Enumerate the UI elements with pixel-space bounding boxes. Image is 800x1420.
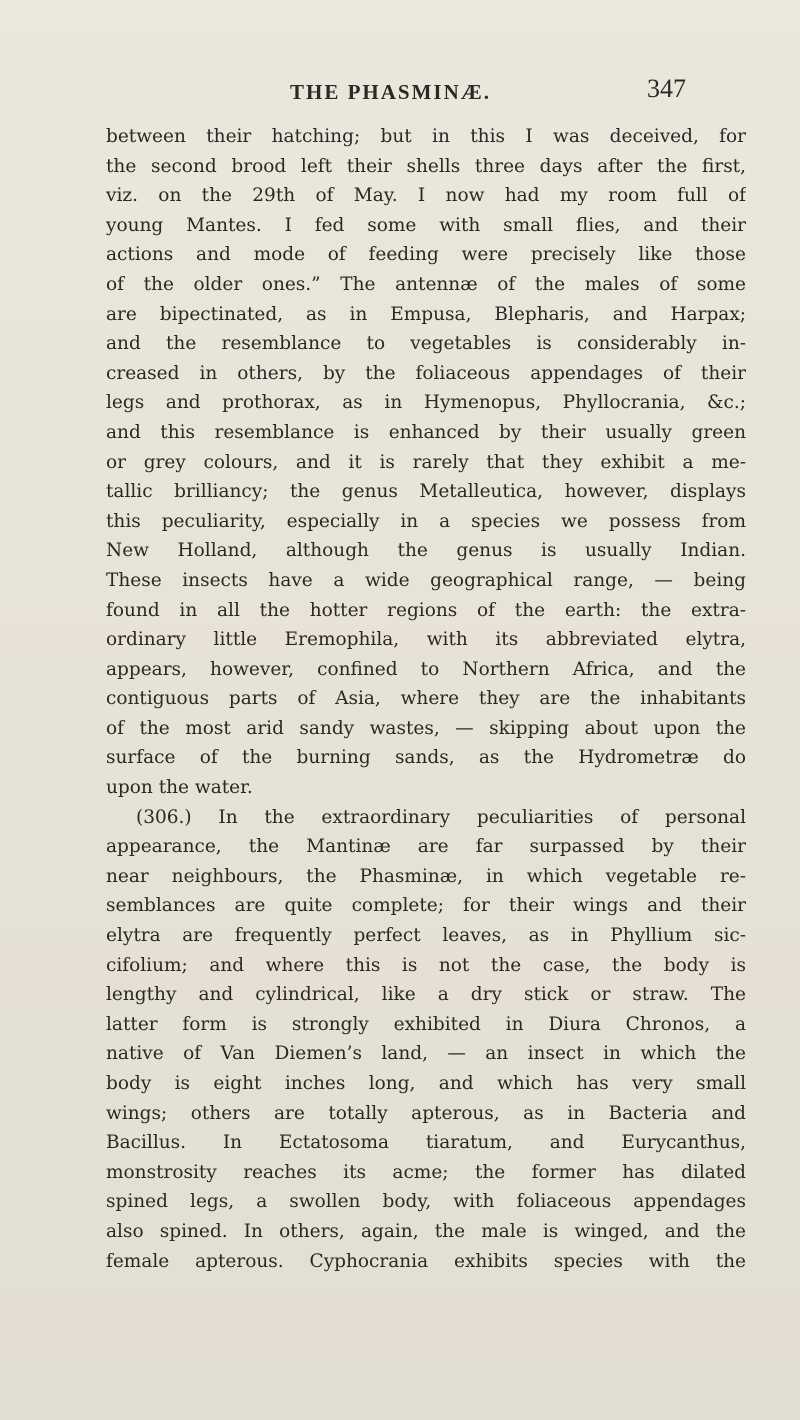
text-line: this peculiarity, especially in a species we possess from	[106, 510, 746, 532]
text-line: monstrosity reaches its acme; the former has dilated	[106, 1161, 746, 1183]
text-line: appears, however, confined to Northern Africa, and the	[106, 658, 746, 680]
text-line: of the most arid sandy wastes, — skipping about upon the	[106, 717, 746, 739]
text-line: and this resemblance is enhanced by their usually green	[106, 421, 746, 443]
text-line: semblances are quite complete; for their wings and their	[106, 895, 746, 917]
paragraph-start-line: (306.) In the extraordinary peculiarities of personal	[136, 806, 746, 828]
text-line: near neighbours, the Phasminæ, in which vegetable re-	[106, 865, 746, 887]
text-line: also spined. In others, again, the male is winged, and the	[106, 1220, 746, 1242]
page-number: 347	[647, 74, 686, 103]
text-line: of the older ones.” The antennæ of the males of some	[106, 273, 746, 295]
text-line: wings; others are totally apterous, as in Bacteria and	[106, 1102, 746, 1124]
text-line: young Mantes. I fed some with small flies, and their	[106, 214, 746, 236]
running-title: THE PHASMINÆ.	[290, 80, 492, 104]
text-line: viz. on the 29th of May. I now had my room full of	[106, 185, 746, 207]
text-line: upon the water.	[106, 777, 253, 799]
text-line: surface of the burning sands, as the Hydrometræ do	[106, 747, 746, 769]
text-line: and the resemblance to vegetables is considerably in-	[106, 333, 746, 355]
text-line: native of Van Diemen’s land, — an insect in which the	[106, 1043, 746, 1065]
text-line: legs and prothorax, as in Hymenopus, Phyllocrania, &c.;	[106, 392, 746, 414]
text-line: found in all the hotter regions of the earth: the extra-	[106, 599, 746, 621]
text-line: body is eight inches long, and which has very small	[106, 1073, 746, 1094]
text-line: appearance, the Mantinæ are far surpassed by their	[106, 836, 746, 858]
text-line: Bacillus. In Ectatosoma tiaratum, and Eurycanthus,	[106, 1132, 746, 1154]
text-line: New Holland, although the genus is usually Indian.	[106, 540, 746, 562]
text-line: cifolium; and where this is not the case, the body is	[106, 954, 746, 976]
text-line: elytra are frequently perfect leaves, as in Phyllium sic-	[106, 925, 746, 947]
text-line: lengthy and cylindrical, like a dry stick or straw. The	[106, 984, 746, 1006]
text-line: female apterous. Cyphocrania exhibits species with the	[106, 1250, 746, 1272]
text-line: are bipectinated, as in Empusa, Blepharis, and Harpax;	[106, 303, 746, 325]
text-line: latter form is strongly exhibited in Diura Chronos, a	[106, 1013, 746, 1035]
text-line: creased in others, by the foliaceous appendages of their	[106, 362, 746, 384]
body-text	[106, 122, 746, 1276]
text-line: or grey colours, and it is rarely that they exhibit a me-	[106, 451, 746, 473]
text-line: the second brood left their shells three days after the first,	[106, 155, 746, 177]
text-line: ordinary little Eremophila, with its abbreviated elytra,	[106, 629, 746, 651]
text-line: contiguous parts of Asia, where they are the inhabitants	[106, 688, 746, 710]
text-line: actions and mode of feeding were precisely like those	[106, 244, 746, 266]
text-line: spined legs, a swollen body, with foliaceous appendages	[106, 1191, 746, 1213]
text-line: These insects have a wide geographical range, — being	[106, 569, 746, 591]
text-line: tallic brilliancy; the genus Metalleutica, however, displays	[106, 481, 746, 503]
text-line: between their hatching; but in this I was deceived, for	[106, 126, 746, 147]
